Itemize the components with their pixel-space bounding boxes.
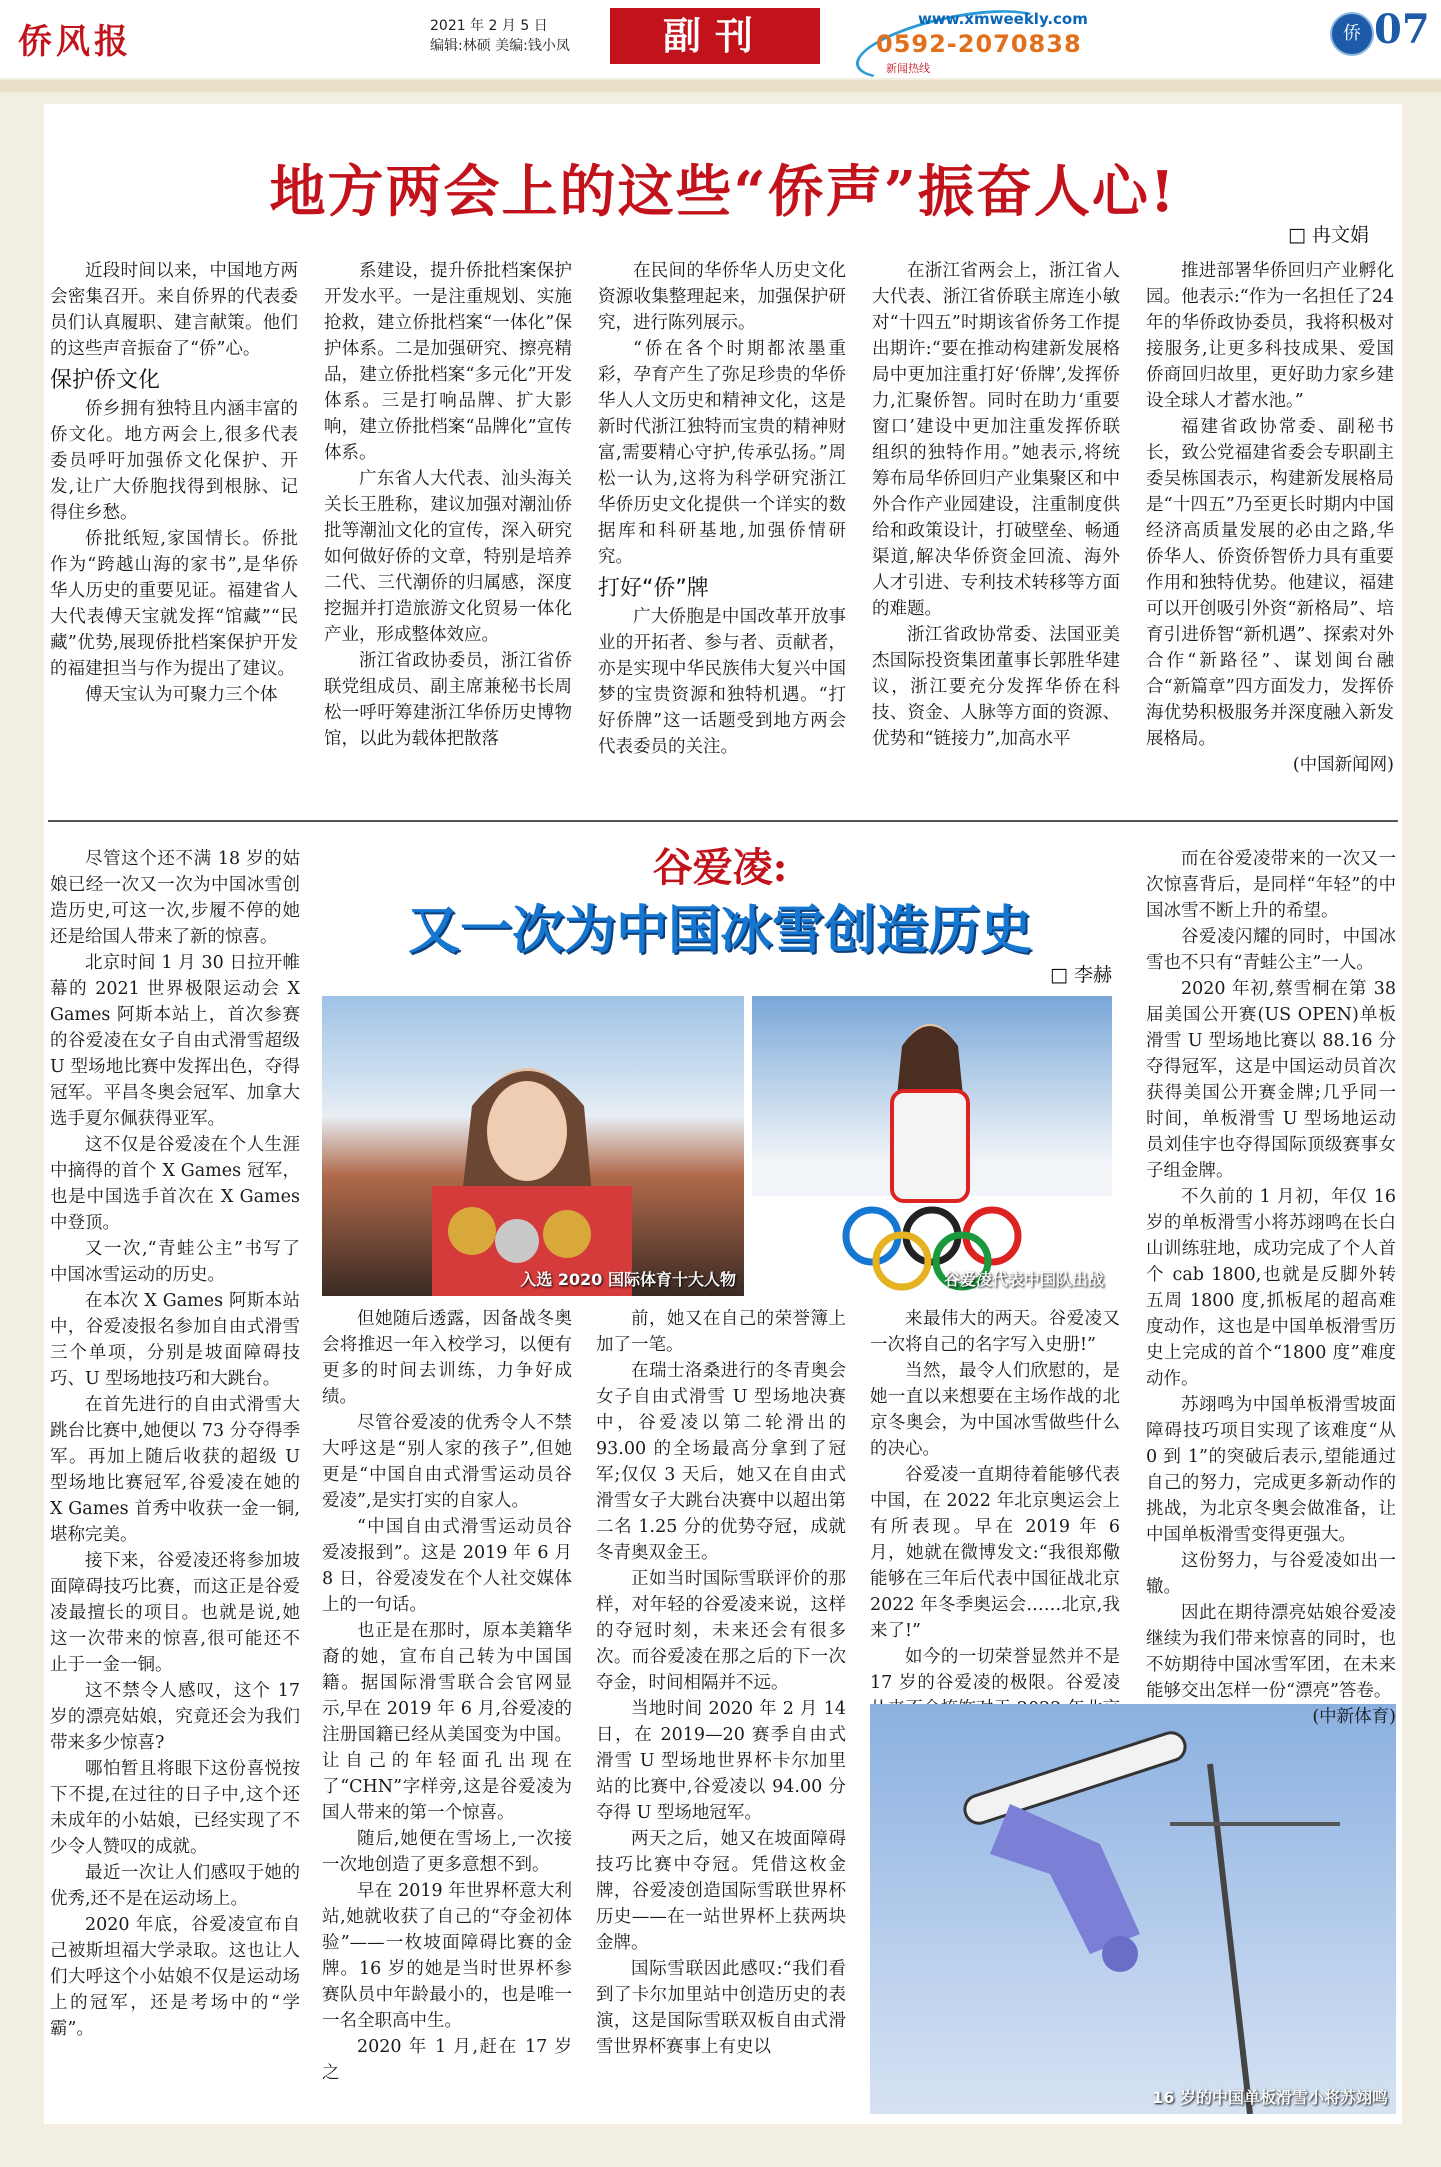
- paragraph: 两天之后，她又在坡面障碍技巧比赛中夺冠。凭借这枚金牌，谷爱凌创造国际雪联世界杯历史——在一站世界杯上获两块金牌。: [596, 1829, 846, 1953]
- paragraph: 又一次,“青蛙公主”书写了中国冰雪运动的历史。: [50, 1239, 300, 1285]
- source-credit: (中新体育): [1312, 1707, 1396, 1727]
- source-credit: (中国新闻网): [1292, 755, 1394, 775]
- paragraph: 不久前的 1 月初，年仅 16 岁的单板滑雪小将苏翊鸣在长白山训练驻地，成功完成了个人首个 cab 1800,也就是反脚外转五周 1800 度,抓板尾的超高难度动作，这也是中国单板滑雪历史上完成的首个“1800 度”难度动作。: [1146, 1187, 1396, 1389]
- paragraph: 尽管这个还不满 18 岁的姑娘已经一次又一次为中国冰雪创造历史,可这一次,步履不停的她还是给国人带来了新的惊喜。: [50, 849, 300, 947]
- header-meta: [430, 16, 570, 56]
- page-number: 07: [1374, 6, 1430, 53]
- paragraph: 浙江省政协委员，浙江省侨联党组成员、副主席兼秘书长周松一呼吁筹建浙江华侨历史博物馆，以此为载体把散落: [324, 651, 572, 749]
- paragraph: 来最伟大的两天。谷爱凌又一次将自己的名字写入史册!”: [870, 1309, 1120, 1355]
- photo-snowboarder: [870, 1704, 1396, 2114]
- article2-title-line2: 又一次为中国冰雪创造历史: [407, 901, 1032, 961]
- paragraph: 在首先进行的自由式滑雪大跳台比赛中,她便以 73 分夺得季军。再加上随后收获的超级 U 型场地比赛冠军,谷爱凌在她的 X Games 首秀中收获一金一铜,堪称完美。: [50, 1395, 300, 1545]
- paragraph: 傅天宝认为可聚力三个体: [85, 685, 278, 705]
- section-title: 副刊: [610, 8, 820, 64]
- article2-col-left: [50, 846, 300, 2042]
- paragraph: 正如当时国际雪联评价的那样，对年轻的谷爱凌来说，这样的夺冠时刻，未来还会有很多次。而谷爱凌在那之后的下一次夺金，时间相隔并不远。: [596, 1569, 846, 1693]
- article2-col-mid2: [596, 1306, 846, 2060]
- paragraph: 如今的一切荣誉显然并不是 17 岁的谷爱凌的极限。谷爱凌: [870, 1647, 1120, 1693]
- paragraph: 2020 年初,蔡雪桐在第 38 届美国公开赛(US OPEN)单板滑雪 U 型场地比赛以 88.16 分夺得冠军，这是中国运动员首次获得美国公开赛金牌;几乎同一时间，单板滑雪 U 型场地运动员刘佳宇也夺得国际顶级赛事女子组金牌。: [1146, 979, 1396, 1181]
- paragraph: 福建省政协常委、副秘书长，致公党福建省委会专职副主委吴栋国表示，构建新发展格局是“十四五”乃至更长时期内中国经济高质量发展的必由之路,华侨华人、侨资侨智侨力具有重要作用和独特优势。他建议，福建可以开创吸引外资“新格局”、培育引进侨智“新机遇”、探索对外合作“新路径”、谋划闽台融合“新篇章”四方面发力，发挥侨海优势积极服务并深度融入新发展格局。: [1146, 417, 1394, 749]
- paragraph: 在民间的华侨华人历史文化资源收集整理起来，加强保护研究，进行陈列展示。: [598, 261, 846, 333]
- paragraph: 侨乡拥有独特且内涵丰富的侨文化。地方两会上,很多代表委员呼吁加强侨文化保护、开发,让广大侨胞找得到根脉、记得住乡愁。: [50, 399, 298, 523]
- paragraph: 尽管谷爱凌的优秀令人不禁大呼这是“别人家的孩子”,但她更是“中国自由式滑雪运动员谷爱凌”,是实打实的自家人。: [322, 1413, 572, 1511]
- paragraph: 当地时间 2020 年 2 月 14 日，在 2019—20 赛季自由式滑雪 U 型场地世界杯卡尔加里站的比赛中,谷爱凌以 94.00 分夺得 U 型场地冠军。: [596, 1699, 846, 1823]
- article1-col-5: [1146, 258, 1394, 778]
- paragraph: “中国自由式滑雪运动员谷爱凌报到”。这是 2019 年 6 月 8 日，谷爱凌发在个人社交媒体上的一句话。: [322, 1517, 572, 1615]
- article2-col-mid1: [322, 1306, 572, 2086]
- article2-col-right: [1146, 846, 1396, 1730]
- hotline-number: 0592-2070838: [876, 30, 1082, 58]
- paragraph: 广大侨胞是中国改革开放事业的开拓者、参与者、贡献者，亦是实现中华民族伟大复兴中国梦的宝贵资源和独特机遇。“打好侨牌”这一话题受到地方两会代表委员的关注。: [598, 607, 846, 757]
- website-link[interactable]: www.xmweekly.com: [918, 10, 1088, 28]
- issue-date: 2021 年 2 月 5 日: [430, 18, 548, 34]
- masthead-logo: 侨风报: [18, 22, 132, 62]
- paper-badge-icon: 侨: [1330, 12, 1374, 56]
- article-divider: [48, 820, 1398, 822]
- subheading: 保护侨文化: [50, 368, 161, 393]
- paragraph: 当然，最令人们欣慰的，是她一直以来想要在主场作战的北京冬奥会，为中国冰雪做些什么的决心。: [870, 1361, 1120, 1459]
- paragraph: 这份努力，与谷爱凌如出一辙。: [1146, 1551, 1396, 1597]
- article1-col-4: [872, 258, 1120, 752]
- paragraph: 浙江省政协常委、法国亚美杰国际投资集团董事长郭胜华建议，浙江要充分发挥华侨在科技、资金、人脉等方面的资源、优势和“链接力”,加高水平: [872, 625, 1120, 749]
- skier-rings-image: [752, 996, 1112, 1296]
- paragraph: 这不禁令人感叹，这个 17 岁的漂亮姑娘，究竟还会为我们带来多少惊喜?: [50, 1681, 300, 1753]
- paragraph: 也正是在那时，原本美籍华裔的她，宣布自己转为中国国籍。据国际滑雪联合会官网显示,早在 2019 年 6 月,谷爱凌的注册国籍已经从美国变为中国。让自己的年轻面孔出现在了“CHN”字样旁,这是谷爱凌为国人带来的第一个惊喜。: [322, 1621, 572, 1823]
- snowboarder-image: [870, 1704, 1396, 2114]
- paragraph: 随后,她便在雪场上,一次接一次地创造了更多意想不到。: [322, 1829, 572, 1875]
- hotline-label: 新闻热线: [886, 62, 930, 75]
- paragraph: 2020 年底，谷爱凌宣布自己被斯坦福大学录取。这也让人们大呼这个小姑娘不仅是运动场上的冠军，还是考场中的“学霸”。: [50, 1915, 300, 2039]
- paragraph: 近段时间以来，中国地方两会密集召开。来自侨界的代表委员们认真履职、建言献策。他们的这些声音振奋了“侨”心。: [50, 261, 298, 359]
- paragraph: 谷爱凌一直期待着能够代表中国，在 2022 年北京奥运会上有所表现。早在 2019 年 6 月，她就在微博发文:“我很郑儆能够在三年后代表中国征战北京 2022 年冬季奥运会……北京,我来了!”: [870, 1465, 1120, 1641]
- paragraph: 在本次 X Games 阿斯本站中，谷爱凌报名参加自由式滑雪三个单项，分别是坡面障碍技巧、U 型场地技巧和大跳台。: [50, 1291, 300, 1389]
- subheading: 打好“侨”牌: [598, 576, 709, 601]
- paragraph: “侨在各个时期都浓墨重彩，孕育产生了弥足珍贵的华侨华人人文历史和精神文化，这是新时代浙江独特而宝贵的精神财富,需要精心守护,传承弘扬。”周松一认为,这将为科学研究浙江华侨历史文化提供一个详实的数据库和科研基地,加强侨情研究。: [598, 339, 846, 567]
- paragraph: 2020 年 1 月,赶在 17 岁之: [322, 2037, 572, 2083]
- article1-col-3: [598, 258, 846, 760]
- article2-author: □ 李赫: [1050, 964, 1112, 986]
- photo-medals: [322, 996, 744, 1296]
- article2-title-line1: 谷爱凌:: [652, 844, 788, 891]
- photo-olympic-rings: [752, 996, 1112, 1296]
- paragraph: 谷爱凌闪耀的同时，中国冰雪也不只有“青蛙公主”一人。: [1146, 927, 1396, 973]
- paragraph: 但她随后透露，因备战冬奥会将推迟一年入校学习，以便有更多的时间去训练，力争好成绩。: [322, 1309, 572, 1407]
- paragraph: 早在 2019 年世界杯意大利站,她就收获了自己的“夺金初体验”——一枚坡面障碍比赛的金牌。16 岁的她是当时世界杯参赛队员中年龄最小的，也是唯一一名全职高中生。: [322, 1881, 572, 2031]
- paragraph: 在浙江省两会上，浙江省人大代表、浙江省侨联主席连小敏对“十四五”时期该省侨务工作提出期许:“要在推动构建新发展格局中更加注重打好‘侨牌’,发挥侨力,汇聚侨智。同时在助力‘重要窗口’建设中更加注重发挥侨联组织的独特作用。”她表示,将统筹布局华侨回归产业集聚区和中外合作产业园建设，注重制度供给和政策设计，打破壁垒、畅通渠道,解决华侨资金回流、海外人才引进、专利技术转移等方面的难题。: [872, 261, 1120, 619]
- article1-col-2: [324, 258, 572, 752]
- article1-title: 地方两会上的这些“侨声”振奋人心!: [269, 159, 1177, 225]
- paragraph: 推进部署华侨回归产业孵化园。他表示:“作为一名担任了24年的华侨政协委员，我将积极对接服务,让更多科技成果、爱国侨商回归故里，更好助力家乡建设全球人才蓄水池。”: [1146, 261, 1394, 411]
- skier-medals-image: [322, 996, 744, 1296]
- editors: 编辑:林硕 美编:钱小凤: [430, 38, 570, 54]
- photo3-caption: 16 岁的中国单板滑雪小将苏翊鸣: [1152, 2088, 1388, 2107]
- article1-col-1: [50, 258, 298, 708]
- paragraph: 国际雪联因此感叹:“我们看到了卡尔加里站中创造历史的表演，这是国际雪联双板自由式滑雪世界杯赛事上有史以: [596, 1959, 846, 2057]
- paragraph: 前，她又在自己的荣誉簿上加了一笔。: [596, 1309, 846, 1355]
- paragraph: 接下来，谷爱凌还将参加坡面障碍技巧比赛，而这正是谷爱凌最擅长的项目。也就是说,她这一次带来的惊喜,很可能还不止于一金一铜。: [50, 1551, 300, 1675]
- paragraph: 因此在期待漂亮姑娘谷爱凌继续为我们带来惊喜的同时，也不妨期待中国冰雪军团，在未来能够交出怎样一份“漂亮”答卷。: [1146, 1603, 1396, 1701]
- paragraph: 最近一次让人们感叹于她的优秀,还不是在运动场上。: [50, 1863, 300, 1909]
- paragraph: 侨批纸短,家国情长。侨批作为“跨越山海的家书”,是华侨华人历史的重要见证。福建省人大代表傅天宝就发挥“馆藏”“民藏”优势,展现侨批档案保护开发的福建担当与作为提出了建议。: [50, 529, 298, 679]
- header-rule: [0, 80, 1441, 92]
- paragraph: 哪怕暂且将眼下这份喜悦按下不提,在过往的日子中,这个还未成年的小姑娘，已经实现了不少令人赞叹的成就。: [50, 1759, 300, 1857]
- article1-author: □ 冉文娟: [1288, 224, 1369, 246]
- paragraph: 这不仅是谷爱凌在个人生涯中摘得的首个 X Games 冠军，也是中国选手首次在 X Games 中登顶。: [50, 1135, 300, 1233]
- photo1-caption: 入选 2020 国际体育十大人物: [520, 1270, 736, 1289]
- photo2-caption: 谷爱凌代表中国队出战: [943, 1270, 1104, 1289]
- paragraph: 北京时间 1 月 30 日拉开帷幕的 2021 世界极限运动会 X Games 阿斯本站上，首次参赛的谷爱凌在女子自由式滑雪超级 U 型场地比赛中发挥出色，夺得冠军。平昌冬奥会冠军、加拿大选手夏尔佩获得亚军。: [50, 953, 300, 1129]
- paragraph: 而在谷爱凌带来的一次又一次惊喜背后，是同样“年轻”的中国冰雪不断上升的希望。: [1146, 849, 1396, 921]
- paragraph: 在瑞士洛桑进行的冬青奥会女子自由式滑雪 U 型场地决赛中，谷爱凌以第二轮滑出的 93.00 的全场最高分拿到了冠军;仅仅 3 天后，她又在自由式滑雪女子大跳台决赛中以超出第二名 1.25 分的优势夺冠，成就冬青奥双金王。: [596, 1361, 846, 1563]
- paragraph: 苏翊鸣为中国单板滑雪坡面障碍技巧项目实现了该难度“从 0 到 1”的突破后表示,望能通过自己的努力，完成更多新动作的挑战，为北京冬奥会做准备，让中国单板滑雪变得更强大。: [1146, 1395, 1396, 1545]
- paragraph: 系建设，提升侨批档案保护开发水平。一是注重规划、实施抢救，建立侨批档案“一体化”保护体系。二是加强研究、擦亮精品，建立侨批档案“多元化”开发体系。三是打响品牌、扩大影响，建立侨批档案“品牌化”宣传体系。: [324, 261, 572, 463]
- paragraph: 广东省人大代表、汕头海关关长王胜称，建议加强对潮汕侨批等潮汕文化的宣传，深入研究如何做好侨的文章，特别是培养二代、三代潮侨的归属感，深度挖掘并打造旅游文化贸易一体化产业，形成整体效应。: [324, 469, 572, 645]
